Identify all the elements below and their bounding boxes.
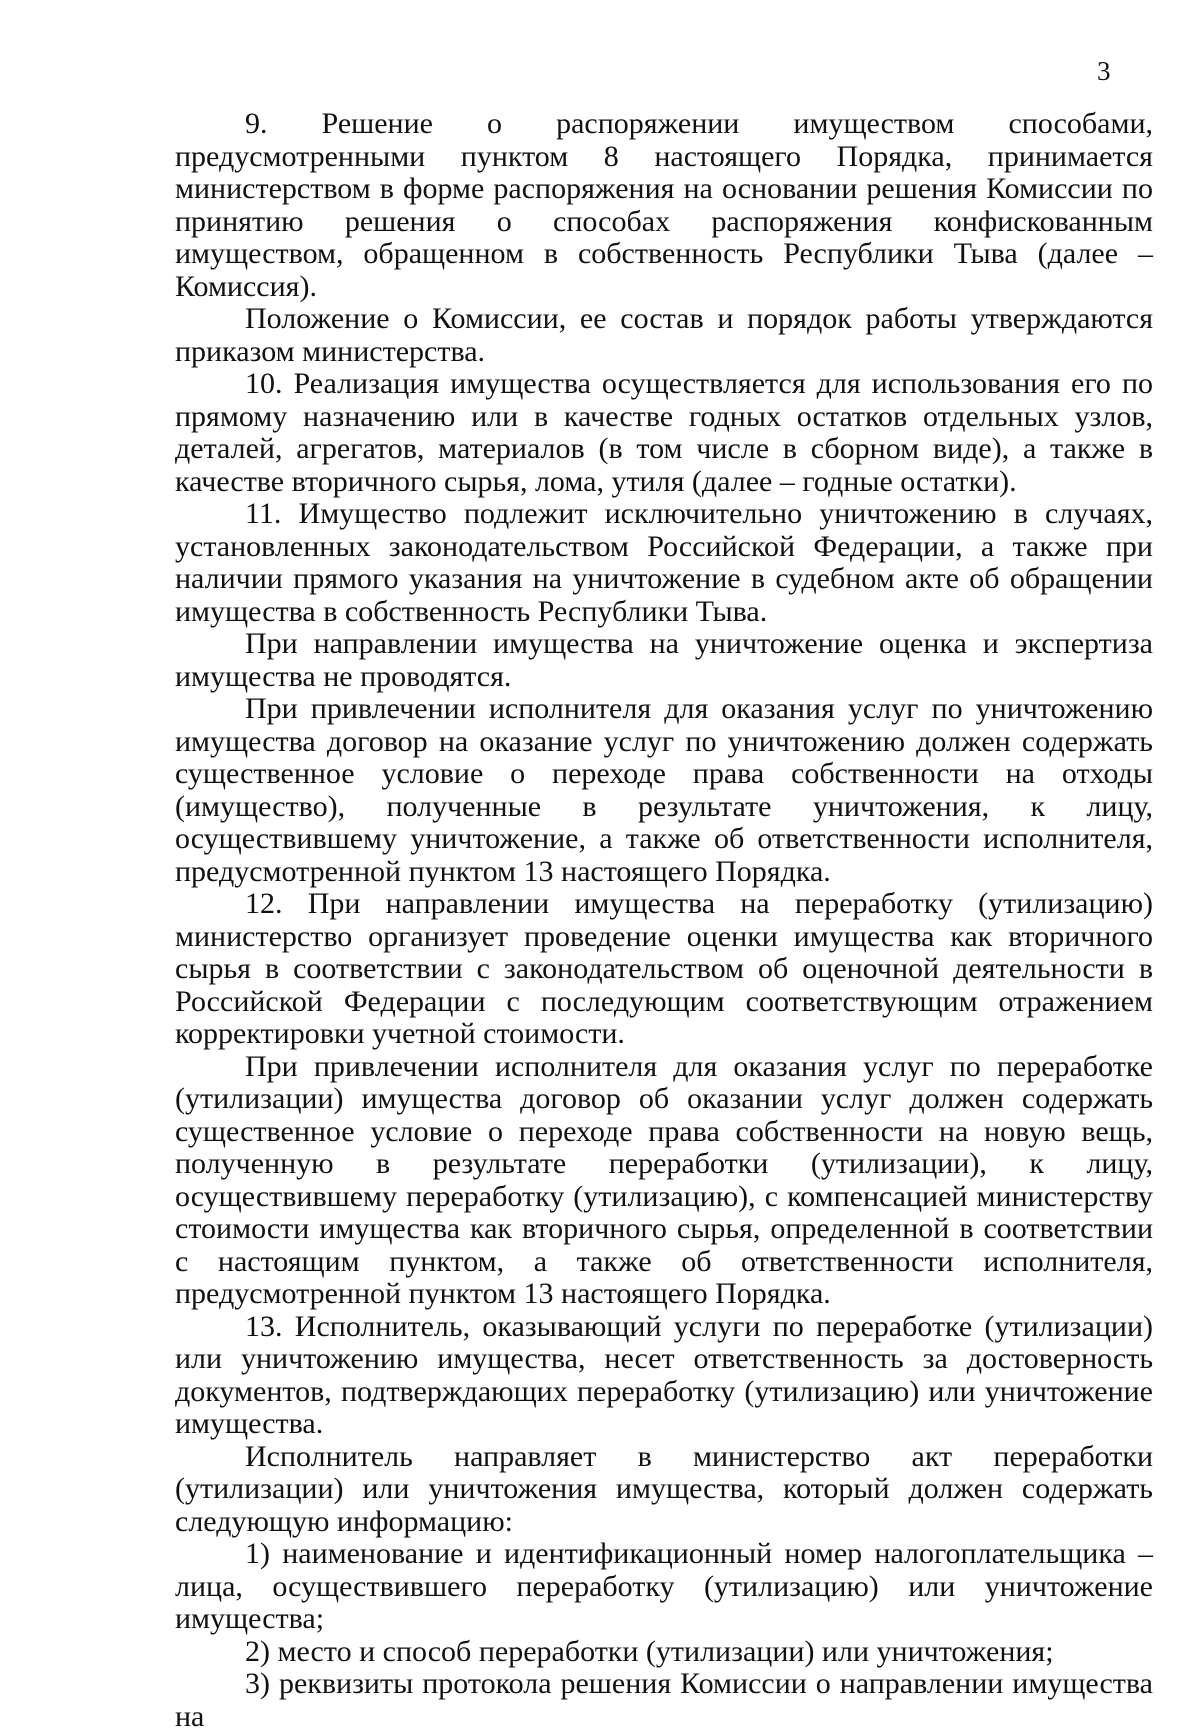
page-number: 3 — [1097, 56, 1111, 86]
paragraph-destruction-assessment: При направлении имущества на уничтожение оценка и экспертиза имущества не проводятся. — [175, 627, 1153, 693]
paragraph-destruction-contractor: При привлечении исполнителя для оказания услуг по уничтожению имущества договор на оказание услуг по уничтожению должен содержать существенное условие о переходе права собственности на отходы (имущество), полученные в результате уничтожения, к лицу, осуществившему уничтожение, а также об ответственности исполнителя, предусмотренной пунктом 13 настоящего Порядка. — [175, 692, 1153, 888]
paragraph-recycling-contractor: При привлечении исполнителя для оказания услуг по переработке (утилизации) имущества договор об оказании услуг должен содержать существенное условие о переходе права собственности на новую вещь, полученную в результате переработки (утилизации), к лицу, осуществившему переработку (утилизацию), с компенсацией министерству стоимости имущества как вторичного сырья, определенной в соответствии с настоящим пунктом, а также об ответственности исполнителя, предусмотренной пунктом 13 настоящего Порядка. — [175, 1049, 1153, 1310]
list-item-2: 2) место и способ переработки (утилизации) или уничтожения; — [245, 1634, 1054, 1668]
paragraph-commission-regulation: Положение о Комиссии, ее состав и порядок работы утверждаются приказом министерства. — [175, 302, 1153, 368]
list-item-3: 3) реквизиты протокола решения Комиссии о направлении имущества на — [175, 1667, 1153, 1733]
document-body — [175, 108, 1153, 1733]
paragraph-9: 9. Решение о распоряжении имуществом способами, предусмотренными пунктом 8 настоящего Порядка, принимается министерством в форме распоряжения на основании решения Комиссии по принятию решения о способах распоряжения конфискованным имуществом, обращенном в собственность Республики Тыва (далее – Комиссия). — [175, 107, 1153, 303]
paragraph-act-requirements: Исполнитель направляет в министерство акт переработки (утилизации) или уничтожения имущества, который должен содержать следующую информацию: — [175, 1439, 1153, 1538]
paragraph-12: 12. При направлении имущества на переработку (утилизацию) министерство организует проведение оценки имущества как вторичного сырья в соответствии с законодательством об оценочной деятельности в Российской Федерации с последующим соответствующим отражением корректировки учетной стоимости. — [175, 887, 1153, 1050]
list-item-1: 1) наименование и идентификационный номер налогоплательщика – лица, осуществившего переработку (утилизацию) или уничтожение имущества; — [175, 1537, 1153, 1635]
paragraph-10: 10. Реализация имущества осуществляется для использования его по прямому назначению или в качестве годных остатков отдельных узлов, деталей, агрегатов, материалов (в том числе в сборном виде), а также в качестве вторичного сырья, лома, утиля (далее – годные остатки). — [175, 367, 1153, 498]
paragraph-11: 11. Имущество подлежит исключительно уничтожению в случаях, установленных законодательством Российской Федерации, а также при наличии прямого указания на уничтожение в судебном акте об обращении имущества в собственность Республики Тыва. — [175, 497, 1153, 628]
paragraph-13: 13. Исполнитель, оказывающий услуги по переработке (утилизации) или уничтожению имущества, несет ответственность за достоверность документов, подтверждающих переработку (утилизацию) или уничтожение имущества. — [175, 1309, 1153, 1440]
